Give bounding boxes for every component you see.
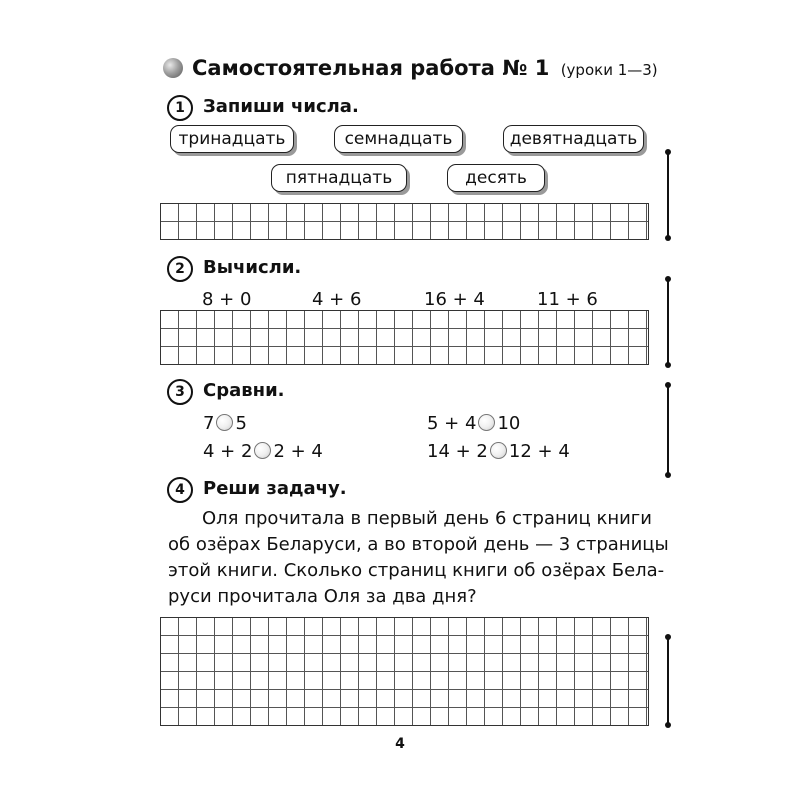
comparison-right: 2 + 4 <box>273 441 323 462</box>
task-2-number: 2 <box>167 256 193 282</box>
problem-line-3: этой книги. Сколько страниц книги об озёрах Бела- <box>168 560 665 581</box>
margin-line-4 <box>667 637 669 725</box>
task-4-title: Реши задачу. <box>203 478 347 499</box>
expression-1: 8 + 0 <box>202 289 252 310</box>
title-subtitle: (уроки 1—3) <box>560 61 658 79</box>
compare-circle[interactable] <box>254 442 271 459</box>
task-4-number: 4 <box>167 477 193 503</box>
margin-dot <box>665 276 671 282</box>
problem-line-2: об озёрах Беларуси, а во второй день — 3 страницы <box>168 534 669 555</box>
page-number: 4 <box>395 736 405 752</box>
title-text: Самостоятельная работа № 1 <box>192 56 550 80</box>
word-card-1: тринадцать <box>170 125 294 153</box>
section-bullet-icon <box>163 58 183 78</box>
comparison-left: 4 + 2 <box>203 441 253 462</box>
compare-circle[interactable] <box>478 414 495 431</box>
compare-circle[interactable] <box>216 414 233 431</box>
answer-grid-4[interactable] <box>160 617 649 726</box>
task-3-title: Сравни. <box>203 380 285 401</box>
margin-dot <box>665 634 671 640</box>
compare-circle[interactable] <box>490 442 507 459</box>
margin-line-1 <box>667 152 669 238</box>
margin-line-2 <box>667 279 669 365</box>
comparison-left: 7 <box>203 413 215 434</box>
comparison-right: 12 + 4 <box>508 441 570 462</box>
task-1-number: 1 <box>167 95 193 121</box>
task-2-title: Вычисли. <box>203 257 302 278</box>
expression-4: 11 + 6 <box>537 289 598 310</box>
task-3-number: 3 <box>167 379 193 405</box>
word-card-2: семнадцать <box>334 125 463 153</box>
word-card-3: девятнадцать <box>503 125 644 153</box>
problem-text <box>168 506 669 610</box>
margin-line-3 <box>667 385 669 475</box>
comparison-3 <box>203 441 323 462</box>
problem-line-1: Оля прочитала в первый день 6 страниц книги <box>202 508 652 529</box>
answer-grid-1[interactable] <box>160 203 649 240</box>
word-card-4: пятнадцать <box>271 164 407 192</box>
margin-dot <box>665 382 671 388</box>
comparison-right: 10 <box>497 413 521 434</box>
problem-line-4: руси прочитала Оля за два дня? <box>168 586 477 607</box>
comparison-right: 5 <box>235 413 247 434</box>
margin-dot <box>665 362 671 368</box>
margin-dot <box>665 149 671 155</box>
comparison-left: 14 + 2 <box>427 441 488 462</box>
expression-2: 4 + 6 <box>312 289 362 310</box>
margin-dot <box>665 235 671 241</box>
comparison-left: 5 + 4 <box>427 413 477 434</box>
comparison-2 <box>427 413 520 434</box>
comparison-1 <box>203 413 247 434</box>
margin-dot <box>665 722 671 728</box>
expression-3: 16 + 4 <box>424 289 485 310</box>
word-card-5: десять <box>447 164 545 192</box>
comparison-4 <box>427 441 570 462</box>
task-1-title: Запиши числа. <box>203 96 359 117</box>
page-title <box>192 56 658 80</box>
answer-grid-2[interactable] <box>160 310 649 365</box>
margin-dot <box>665 472 671 478</box>
